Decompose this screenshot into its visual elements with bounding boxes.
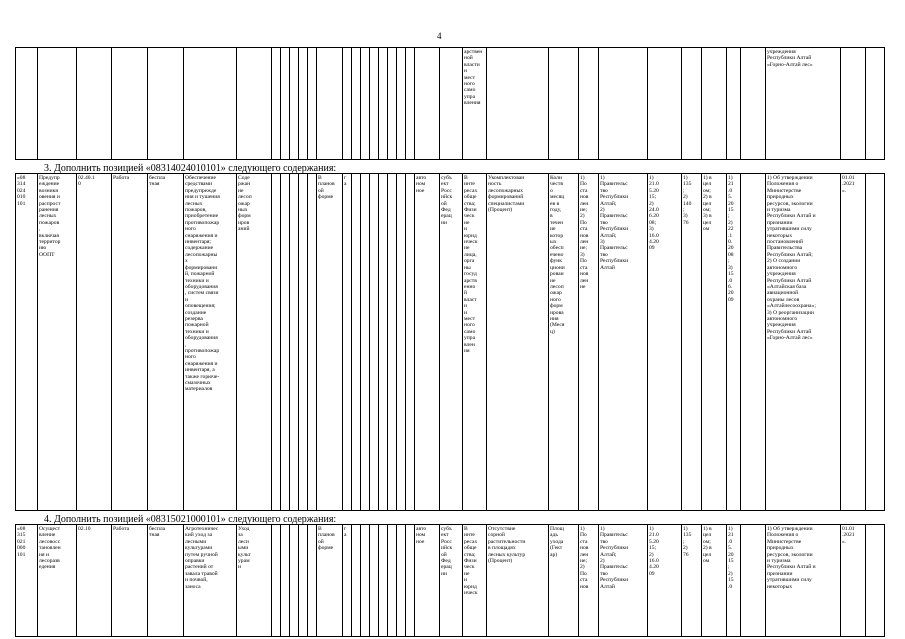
section-4-heading: 4. Дополнить позицией «08315021000101» следующего содержания:	[44, 514, 337, 525]
cell-g: г а	[343, 525, 352, 637]
cell-pay: беспла тная	[148, 174, 184, 511]
cell-subject: субъ ект Росс ийск ой Фед ерац ии	[440, 174, 463, 511]
cell-titles: 1) Об утверждении Положения о Министерстве природных ресурсов, экологии и туризма Республики Алтай и признании утратившими силу некоторых постановлений Правительства Республики Алтай; 2) О создании автономного учреждения Республики Алтай «Алтайская база авиационной охраны лесов «Алтайлесоохрана»; 3) О реорганизации автономного учреждения Республики Алтай «Горно-Алтай лес»	[766, 174, 841, 511]
cell-g: г а	[343, 174, 352, 511]
cell-dates: 1) 21.0 5.20 15; 2) 24.0 6.20 08; 3) 16.0 4.20 09	[648, 174, 682, 511]
cell-interests: В инте ресах обще ства; Физи ческ ие и юрид ическ	[463, 525, 487, 637]
cell-auto: авто ном ное	[415, 525, 440, 637]
cell-name: Осущест вление лесовосс тановлен ия и лесоразв едения	[38, 525, 77, 637]
table-row	[16, 48, 885, 160]
cell-okved: 02.40.1 0	[77, 174, 112, 511]
cell-authors: 1) Правительс тво Республики Алтай; 2) Правительс тво Республики Алтай; 3) Правительс тво Республики Алтай	[599, 174, 648, 511]
cell-subject: субъ ект Росс ийск ой Фед ерац ии	[440, 525, 463, 637]
cell-kind: Работа	[112, 174, 148, 511]
cell-code: «08 314 024 010 101	[16, 174, 38, 511]
cell-authors: 1) Правительс тво Республики Алтай; 2) Правительс тво Республики Алтай	[599, 525, 648, 637]
cell-auto: авто ном ное	[415, 174, 440, 511]
cell-acts: 1) По ста нов лен ие; 2) По ста нов лен ие; 3) По ста нов лен ие	[579, 174, 599, 511]
cell-kind: Работа	[112, 525, 148, 637]
cell-scope: 1) в цел ом; 2) в цел ом; 3) в цел ом	[702, 174, 727, 511]
cell-form: В планов ой форме	[317, 174, 343, 511]
cell-numbers: 1) 135 ; 2) 76	[682, 525, 702, 637]
cell-numbers: 1) 135 ; 2) 140 ; 3) 76	[682, 174, 702, 511]
cell-interests-cont: арственной власти и мест ного само упра вления	[463, 48, 487, 160]
cell-indicator: Укомплектован ность лесопожарных формирований специалистами (Процент)	[487, 174, 549, 511]
section-3-heading: 3. Дополнить позицией «08314024010101» следующего содержания:	[44, 163, 337, 174]
cell-name: Предупр еждение возникн овения и распрост ранения лесных пожаров , включая территор ию ООПТ	[38, 174, 77, 511]
cell-content-1: Обеспечение средствами предупрежде ния и тушения лесных пожаров, приобретение противопожар ного снаряжения и инвентаря; содержание лесопожарны х формировани й, пожарной техники и оборудования , систем связи и оповещения; создание резерва пожарной техники и оборудования , противопожар ного снаряжения и инвентаря, а также горюче- смазочных материалов	[184, 174, 237, 511]
cell-interests: В инте ресах обще ства; Физи ческ ие и юрид ическ ие лица, орга ны госуд арств енно й власт и и мест ного само упра влен ия	[463, 174, 487, 511]
cell-volume: Площ адь ухода (Гект ар)	[549, 525, 579, 637]
cell-content-2: Уход за леси ыми культ урам и	[237, 525, 272, 637]
cell-code: «08 315 021 000 101	[16, 525, 38, 637]
cell-scope: 1) в цел ом; 2) в цел ом	[702, 525, 727, 637]
table-top-block	[15, 47, 885, 160]
table-row	[16, 174, 885, 511]
cell-dates-2: 1) 21 .0 5. 20 15 ; 2) 15 .0	[727, 525, 741, 637]
cell-acts: 1) По ста нов лен ие; 2) По ста нов	[579, 525, 599, 637]
cell-okved: 02.10	[77, 525, 112, 637]
cell-pay: беспла тная	[148, 525, 184, 637]
cell-titles: 1) Об утверждении Положения о Министерстве природных ресурсов, экологии и туризма Республики Алтай и признании утратившими силу некоторых	[766, 525, 841, 637]
cell-titles-cont: учреждения Республики Алтай «Горно-Алтай лес»	[766, 48, 841, 160]
cell-indicator: Отсутствие сорной растительности в площадях лесных культур (Процент)	[487, 525, 549, 637]
cell-dates: 1) 21.0 5.20 15; 2) 16.0 4.20 09	[648, 525, 682, 637]
cell-content-1: Агротехничес кий уход за лесными культурами путем ручной оправки растений от завала травой и почвой, заноса	[184, 525, 237, 637]
cell-form: В планов ой форме	[317, 525, 343, 637]
page-number: 4	[437, 31, 442, 41]
table-section-3	[15, 173, 885, 511]
table-section-4	[15, 524, 885, 637]
cell-start: 01.01 .2021 ».	[841, 174, 866, 511]
cell-start: 01.01 .2021 ».	[841, 525, 866, 637]
table-row	[16, 525, 885, 637]
cell-content-2: Соде ржан ие лесоп ожар ных форм иров аний	[237, 174, 272, 511]
cell-dates-2: 1) 21 .0 5. 20 15 ; 2) 22 .1 0. 20 08 ; 3) 15 .0 6. 20 09	[727, 174, 741, 511]
cell-volume: Коли честв о месяц ев в году, в течен ие котор ых обесп ечено функ циони рован ие лесоп ожар ного форм ирова ния (Меся ц)	[549, 174, 579, 511]
